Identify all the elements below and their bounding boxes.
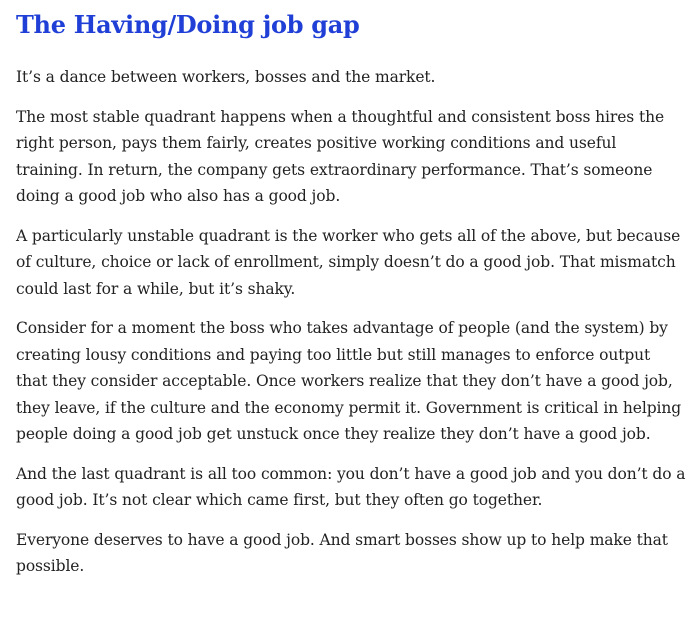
- post-title[interactable]: The Having/Doing job gap: [16, 10, 360, 39]
- paragraph-intro: It’s a dance between workers, bosses and the market.: [16, 68, 436, 86]
- paragraph-last-quadrant: And the last quadrant is all too common: you don’t have a good job and you don’t do a good job. It’s not clear which came first, but they often go together.: [16, 464, 686, 509]
- paragraph-unstable-quadrant: A particularly unstable quadrant is the worker who gets all of the above, but because of culture, choice or lack of enrollment, simply doesn’t do a good job. That mismatch could last for a while, but it’s shaky.: [16, 226, 681, 298]
- paragraph-exploitative-boss: Consider for a moment the boss who takes advantage of people (and the system) by creating lousy conditions and paying too little but still manages to enforce output that they consider acceptable. Once workers realize that they don’t have a good job, they leave, if the culture and the economy permit it. Government is critical in helping people doing a good job get unstuck once they realize they don’t have a good job.: [16, 319, 682, 443]
- paragraph-conclusion: Everyone deserves to have a good job. And smart bosses show up to help make that possible.: [16, 530, 668, 575]
- paragraph-stable-quadrant: The most stable quadrant happens when a thoughtful and consistent boss hires the right person, pays them fairly, creates positive working conditions and useful training. In return, the company gets extraordinary performance. That’s someone doing a good job who also has a good job.: [16, 107, 665, 205]
